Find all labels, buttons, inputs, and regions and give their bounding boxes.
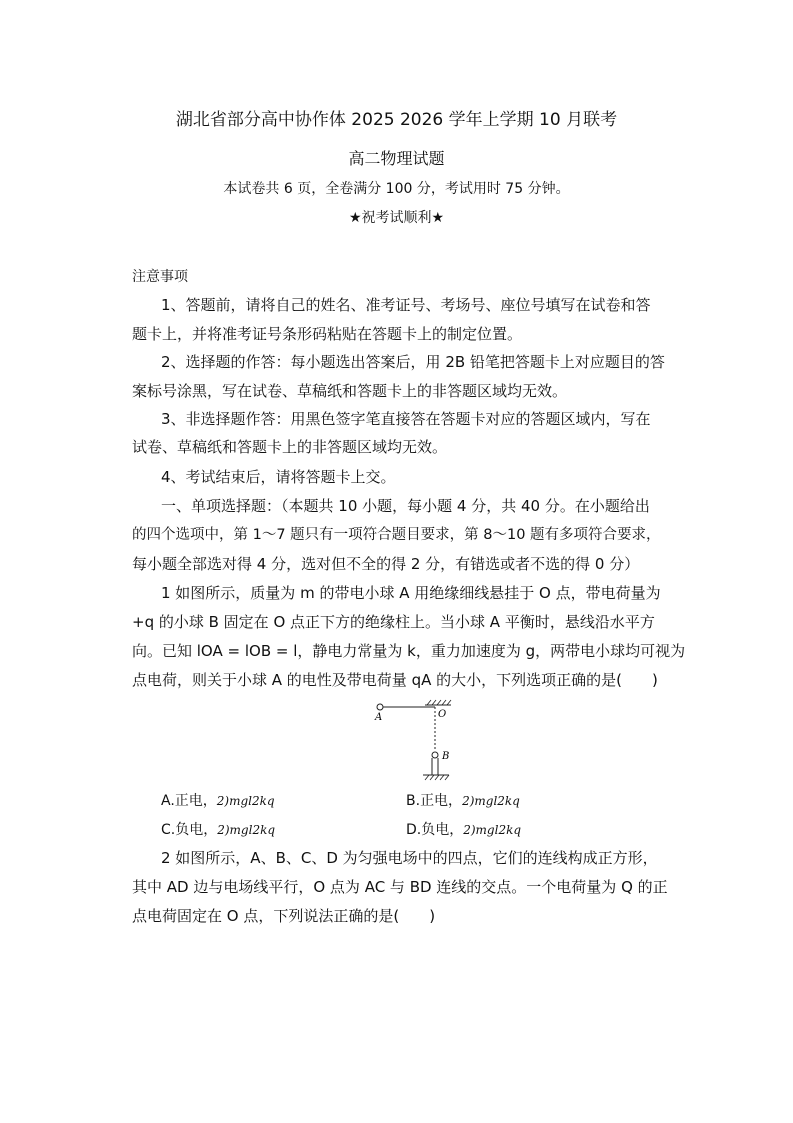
section-line: 的四个选项中，第 1～7 题只有一项符合题目要求，第 8～10 题有多项符合要求， <box>132 527 661 543</box>
option-c <box>161 820 275 840</box>
option-value: 2)mgl2kq <box>216 794 275 808</box>
exam-subtitle: 高二物理试题 <box>348 149 445 168</box>
option-letter: B. <box>406 793 421 809</box>
notice-line: 案标号涂黑，写在试卷、草稿纸和答题卡上的非答题区域均无效。 <box>132 382 568 400</box>
option-charge: 正电， <box>174 793 217 809</box>
question-line: 1 如图所示，质量为 m 的带电小球 A 用绝缘细线悬挂于 O 点，带电荷量为 <box>161 584 661 602</box>
label-o: O <box>438 709 447 720</box>
ball-b <box>432 752 438 758</box>
ceiling-hatch <box>427 700 451 705</box>
notice-heading: 注意事项 <box>132 269 188 285</box>
notice-line: 1、答题前，请将自己的姓名、准考证号、考场号、座位号填写在试卷和答 <box>161 296 651 314</box>
option-a <box>161 791 275 811</box>
question-line: 点电荷，则关于小球 A 的电性及带电荷量 qA 的大小，下列选项正确的是( ) <box>132 671 658 689</box>
question-line: 2 如图所示，A、B、C、D 为匀强电场中的四点，它们的连线构成正方形， <box>161 849 658 867</box>
ground-hatch <box>425 775 449 780</box>
exam-wish: ★祝考试顺利★ <box>348 210 445 226</box>
notice-line: 3、非选择题作答：用黑色签字笔直接答在答题卡对应的答题区域内，写在 <box>161 410 651 428</box>
notice-line: 2、选择题的作答：每小题选出答案后，用 2B 铅笔把答题卡上对应题目的答 <box>161 353 665 371</box>
option-b <box>406 791 520 811</box>
notice-line: 题卡上，并将准考证号条形码粘贴在答题卡上的制定位置。 <box>132 325 523 343</box>
label-b: B <box>442 751 450 762</box>
exam-info: 本试卷共 6 页，全卷满分 100 分，考试用时 75 分钟。 <box>223 181 570 197</box>
section-line: 每小题全部选对得 4 分，选对但不全的得 2 分，有错选或者不选的得 0 分） <box>132 555 640 573</box>
option-charge: 正电， <box>420 793 463 809</box>
option-value: 2)mgl2kq <box>217 823 276 837</box>
exam-title: 湖北省部分高中协作体 2025 2026 学年上学期 10 月联考 <box>175 110 618 130</box>
option-d <box>406 820 521 840</box>
option-letter: C. <box>161 822 176 838</box>
label-a: A <box>375 712 383 723</box>
question-line: 其中 AD 边与电场线平行，O 点为 AC 与 BD 连线的交点。一个电荷量为 Q 的正 <box>132 878 668 896</box>
option-letter: D. <box>406 822 422 838</box>
ball-a <box>377 704 383 710</box>
option-letter: A. <box>161 793 175 809</box>
option-value: 2)mgl2kq <box>462 794 520 808</box>
notice-line: 4、考试结束后，请将答题卡上交。 <box>161 468 396 486</box>
section-line: 一、单项选择题：（本题共 10 小题，每小题 4 分，共 40 分。在小题给出 <box>161 497 650 515</box>
notice-line: 试卷、草稿纸和答题卡上的非答题区域均无效。 <box>132 438 448 456</box>
question-line: 向。已知 lOA = lOB = l，静电力常量为 k，重力加速度为 g，两带电小球均可视为 <box>132 642 686 660</box>
q1-figure <box>365 695 465 787</box>
question-line: +q 的小球 B 固定在 O 点正下方的绝缘柱上。当小球 A 平衡时，悬线沿水平方 <box>132 613 655 631</box>
option-charge: 负电， <box>175 822 218 838</box>
option-value: 2)mgl2kq <box>463 823 522 837</box>
option-charge: 负电， <box>421 822 464 838</box>
question-line: 点电荷固定在 O 点，下列说法正确的是( ) <box>132 907 436 925</box>
